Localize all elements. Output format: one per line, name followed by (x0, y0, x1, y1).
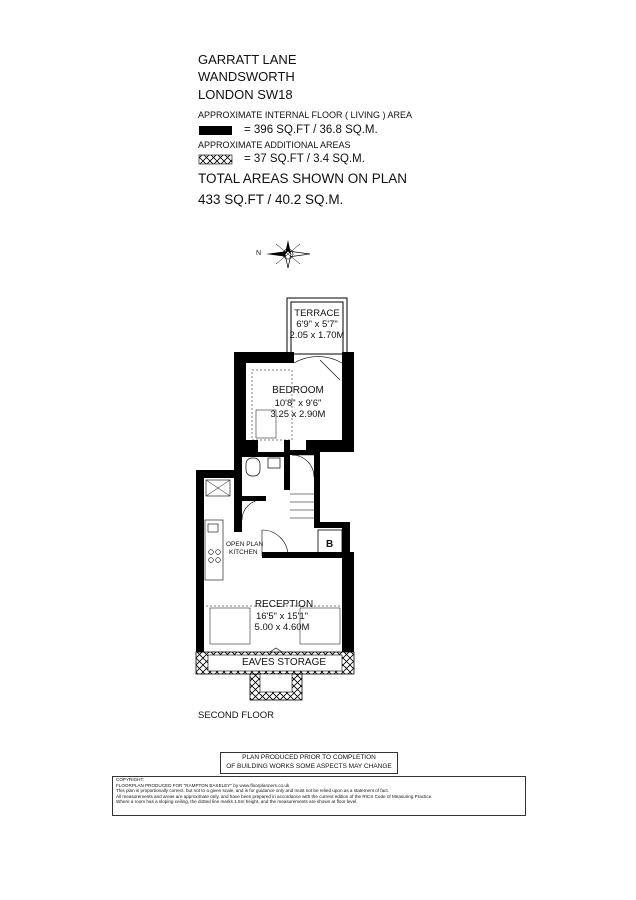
terrace-imperial: 6'9" x 5'7" (296, 319, 338, 330)
compass-rose-icon (266, 240, 310, 268)
kitchen-line-2: KITCHEN (229, 549, 258, 556)
copyright-box (112, 776, 526, 816)
copyright-line-5: Where a room has a sloping ceiling, the dotted line marks 1.5m height, and the measurements are shown at floor level. (116, 799, 358, 805)
bedroom-metric: 3.25 x 2.90M (270, 409, 326, 420)
reception-name: RECEPTION (254, 599, 314, 610)
note-line-1: PLAN PRODUCED PRIOR TO COMPLETION (242, 754, 376, 761)
eaves-storage (196, 648, 354, 700)
total-area-label: TOTAL AREAS SHOWN ON PLAN (198, 171, 408, 186)
internal-area-label: APPROXIMATE INTERNAL FLOOR ( LIVING ) AREA (198, 110, 413, 120)
copyright-line-2: FLOORPLAN PRODUCED FOR "RAMPTON BASELEY" by www.floorplanners.co.uk (116, 782, 290, 788)
completion-note (220, 752, 398, 774)
boiler-label: B (326, 539, 334, 550)
bedroom-name: BEDROOM (272, 385, 324, 396)
stairs (290, 494, 314, 518)
floor-label: SECOND FLOOR (198, 710, 275, 721)
additional-area-swatch (199, 155, 232, 164)
additional-area-label: APPROXIMATE ADDITIONAL AREAS (198, 140, 351, 150)
eaves-storage-label: EAVES STORAGE (241, 657, 327, 668)
kitchen-units (205, 520, 223, 580)
north-letter: N (256, 250, 262, 257)
address-line-1: GARRATT LANE (198, 52, 297, 67)
internal-area-swatch (199, 126, 232, 135)
total-area-value: 433 SQ.FT / 40.2 SQ.M. (198, 192, 344, 207)
terrace-metric: 2.05 x 1.70M (289, 330, 345, 341)
kitchen-line-1: OPEN PLAN (226, 541, 264, 548)
reception-metric: 5.00 x 4.60M (254, 622, 310, 633)
copyright-line-4: All measurements and areas are approximate only, and have been prepared in accordance with the current edition of the RICS Code of Measuring Practice. (116, 793, 433, 799)
bedroom-imperial: 10'8" x 9'6" (274, 398, 322, 409)
copyright-line-3: This plan is proportionally correct, but not to a given scale, and is for guidance only and must not be relied upon as a statement of fact. (116, 788, 389, 794)
additional-area-value: = 37 SQ.FT / 3.4 SQ.M. (244, 153, 365, 165)
copyright-line-1: COPYRIGHT: (116, 777, 145, 782)
address-line-3: LONDON SW18 (198, 87, 293, 102)
address-line-2: WANDSWORTH (198, 69, 295, 84)
internal-area-value: = 396 SQ.FT / 36.8 SQ.M. (244, 124, 378, 136)
terrace-name: TERRACE (294, 308, 340, 319)
reception-imperial: 16'5" x 15'1" (255, 611, 309, 622)
note-line-2: OF BUILDING WORKS SOME ASPECTS MAY CHANGE (226, 763, 392, 770)
